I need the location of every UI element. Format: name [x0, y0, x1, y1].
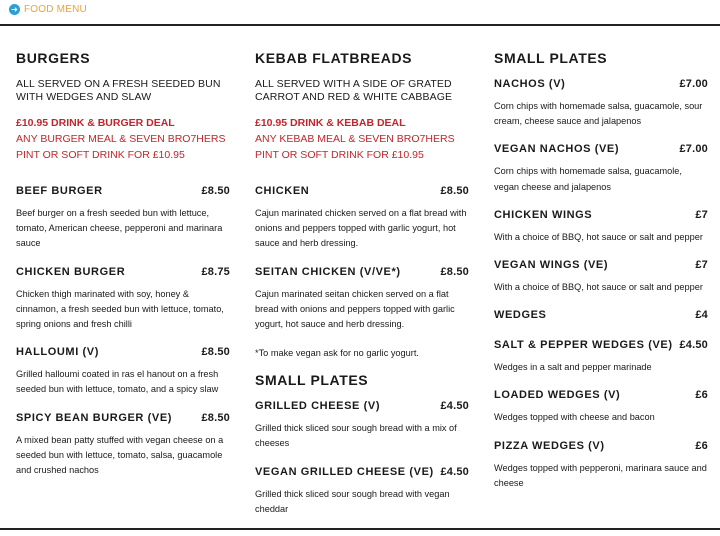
item-price: £7.00 — [679, 78, 708, 90]
item-price: £4.50 — [440, 400, 469, 413]
item-description: Chicken thigh marinated with soy, honey & cinnamon, a fresh seeded bun with lettuce, tomato, spring onions and fresh chilli — [16, 288, 224, 330]
deal-title: £10.95 DRINK & KEBAB DEAL — [255, 117, 406, 129]
item-description: Cajun marinated chicken served on a flat bread with onions and peppers topped with garlic yogurt, hot sauce and herb dressing. — [255, 208, 467, 249]
item-price: £8.75 — [201, 265, 230, 278]
menu-item — [16, 346, 230, 397]
breadcrumb-food-menu[interactable] — [9, 4, 87, 15]
item-price: £8.50 — [201, 411, 230, 424]
item-name: HALLOUMI (V) — [16, 346, 99, 359]
item-price: £7.00 — [679, 143, 708, 156]
deal-block — [255, 115, 469, 163]
item-price: £8.50 — [201, 346, 230, 359]
item-price: £4.50 — [679, 339, 708, 352]
item-description: Beef burger on a fresh seeded bun with lettuce, tomato, American cheese, pepperoni and marinara sauce — [16, 208, 223, 249]
section-intro: ALL SERVED WITH A SIDE OF GRATED CARROT AND RED & WHITE CABBAGE — [255, 78, 453, 103]
item-description: Wedges topped with pepperoni, marinara sauce and cheese — [494, 462, 707, 488]
item-price: £8.50 — [440, 185, 469, 197]
item-description: Grilled thick sliced sour sough bread with a mix of cheeses — [255, 423, 457, 449]
section-title: KEBAB FLATBREADS — [255, 50, 413, 66]
item-price: £4 — [695, 309, 708, 322]
item-name: CHICKEN — [255, 185, 310, 197]
section-title: BURGERS — [16, 50, 91, 66]
top-divider — [0, 24, 720, 26]
item-name: PIZZA WEDGES (V) — [494, 439, 605, 452]
item-price: £7 — [695, 259, 708, 272]
section-intro: ALL SERVED ON A FRESH SEEDED BUN WITH WEDGES AND SLAW — [16, 78, 221, 103]
item-name: SALT & PEPPER WEDGES (VE) — [494, 339, 673, 352]
deal-block — [16, 115, 230, 163]
vegan-note: *To make vegan ask for no garlic yogurt. — [255, 348, 419, 359]
breadcrumb-label: FOOD MENU — [24, 4, 87, 15]
item-description: Grilled thick sliced sour sough bread with vegan cheddar — [255, 488, 450, 514]
deal-title: £10.95 DRINK & BURGER DEAL — [16, 117, 175, 129]
item-description: Corn chips with homemade salsa, guacamole, sour cream, cheese sauce and jalapenos — [494, 101, 703, 127]
item-description: With a choice of BBQ, hot sauce or salt and pepper — [494, 231, 703, 242]
item-name: GRILLED CHEESE (V) — [255, 400, 381, 413]
menu-item — [494, 209, 708, 245]
item-price: £7 — [695, 208, 708, 221]
menu-item — [494, 143, 708, 194]
bottom-divider — [0, 528, 720, 530]
menu-item — [494, 78, 708, 129]
item-name: VEGAN NACHOS (VE) — [494, 143, 620, 156]
menu-item — [255, 266, 469, 333]
deal-text: ANY KEBAB MEAL & SEVEN BRO7HERS PINT OR SOFT DRINK FOR £10.95 — [255, 133, 455, 161]
item-description: Wedges in a salt and pepper marinade — [494, 362, 652, 373]
menu-item — [255, 400, 469, 451]
item-price: £8.50 — [440, 265, 469, 278]
item-name: CHICKEN BURGER — [16, 265, 126, 278]
item-description: With a choice of BBQ, hot sauce or salt and pepper — [494, 282, 703, 293]
item-description: Wedges topped with cheese and bacon — [494, 412, 655, 423]
menu-item — [494, 440, 708, 491]
menu-item — [494, 389, 708, 425]
item-name: WEDGES — [494, 309, 547, 322]
kebab-flatbreads-column — [255, 50, 469, 531]
menu-item — [494, 259, 708, 295]
item-name: SEITAN CHICKEN (V/VE*) — [255, 265, 401, 278]
burgers-column — [16, 50, 230, 492]
top-bar — [0, 0, 720, 24]
item-name: VEGAN GRILLED CHEESE (VE) — [255, 465, 434, 478]
item-description: Cajun marinated seitan chicken served on a flat bread with onions and peppers topped with garlic yogurt, hot sauce and herb dressing. — [255, 288, 455, 330]
item-price: £8.50 — [201, 185, 230, 197]
item-description: Corn chips with homemade salsa, guacamole, vegan cheese and jalapenos — [494, 166, 682, 192]
menu-item — [255, 185, 469, 252]
menu-item — [16, 266, 230, 333]
item-price: £6 — [695, 389, 708, 402]
menu-item — [494, 309, 708, 321]
item-name: BEEF BURGER — [16, 185, 103, 197]
deal-text: ANY BURGER MEAL & SEVEN BRO7HERS PINT OR SOFT DRINK FOR £10.95 — [16, 133, 226, 161]
item-name: NACHOS (V) — [494, 78, 566, 90]
item-price: £4.50 — [440, 465, 469, 478]
item-price: £6 — [695, 439, 708, 452]
menu-item — [255, 466, 469, 517]
section-title: SMALL PLATES — [255, 372, 369, 389]
item-name: LOADED WEDGES (V) — [494, 389, 621, 402]
item-name: SPICY BEAN BURGER (VE) — [16, 411, 173, 424]
item-description: Grilled halloumi coated in ras el hanout on a fresh seeded bun with lettuce, tomato, and a spicy slaw — [16, 369, 219, 395]
section-title: SMALL PLATES — [494, 50, 608, 66]
menu-item — [494, 339, 708, 375]
item-name: CHICKEN WINGS — [494, 208, 593, 221]
item-name: VEGAN WINGS (VE) — [494, 259, 609, 272]
menu-item — [16, 185, 230, 252]
item-description: A mixed bean patty stuffed with vegan cheese on a seeded bun with lettuce, tomato, salsa, guacamole and crushed nachos — [16, 434, 224, 476]
small-plates-column — [494, 50, 708, 505]
menu-item — [16, 412, 230, 479]
arrow-right-circle-icon: ➜ — [9, 4, 20, 15]
